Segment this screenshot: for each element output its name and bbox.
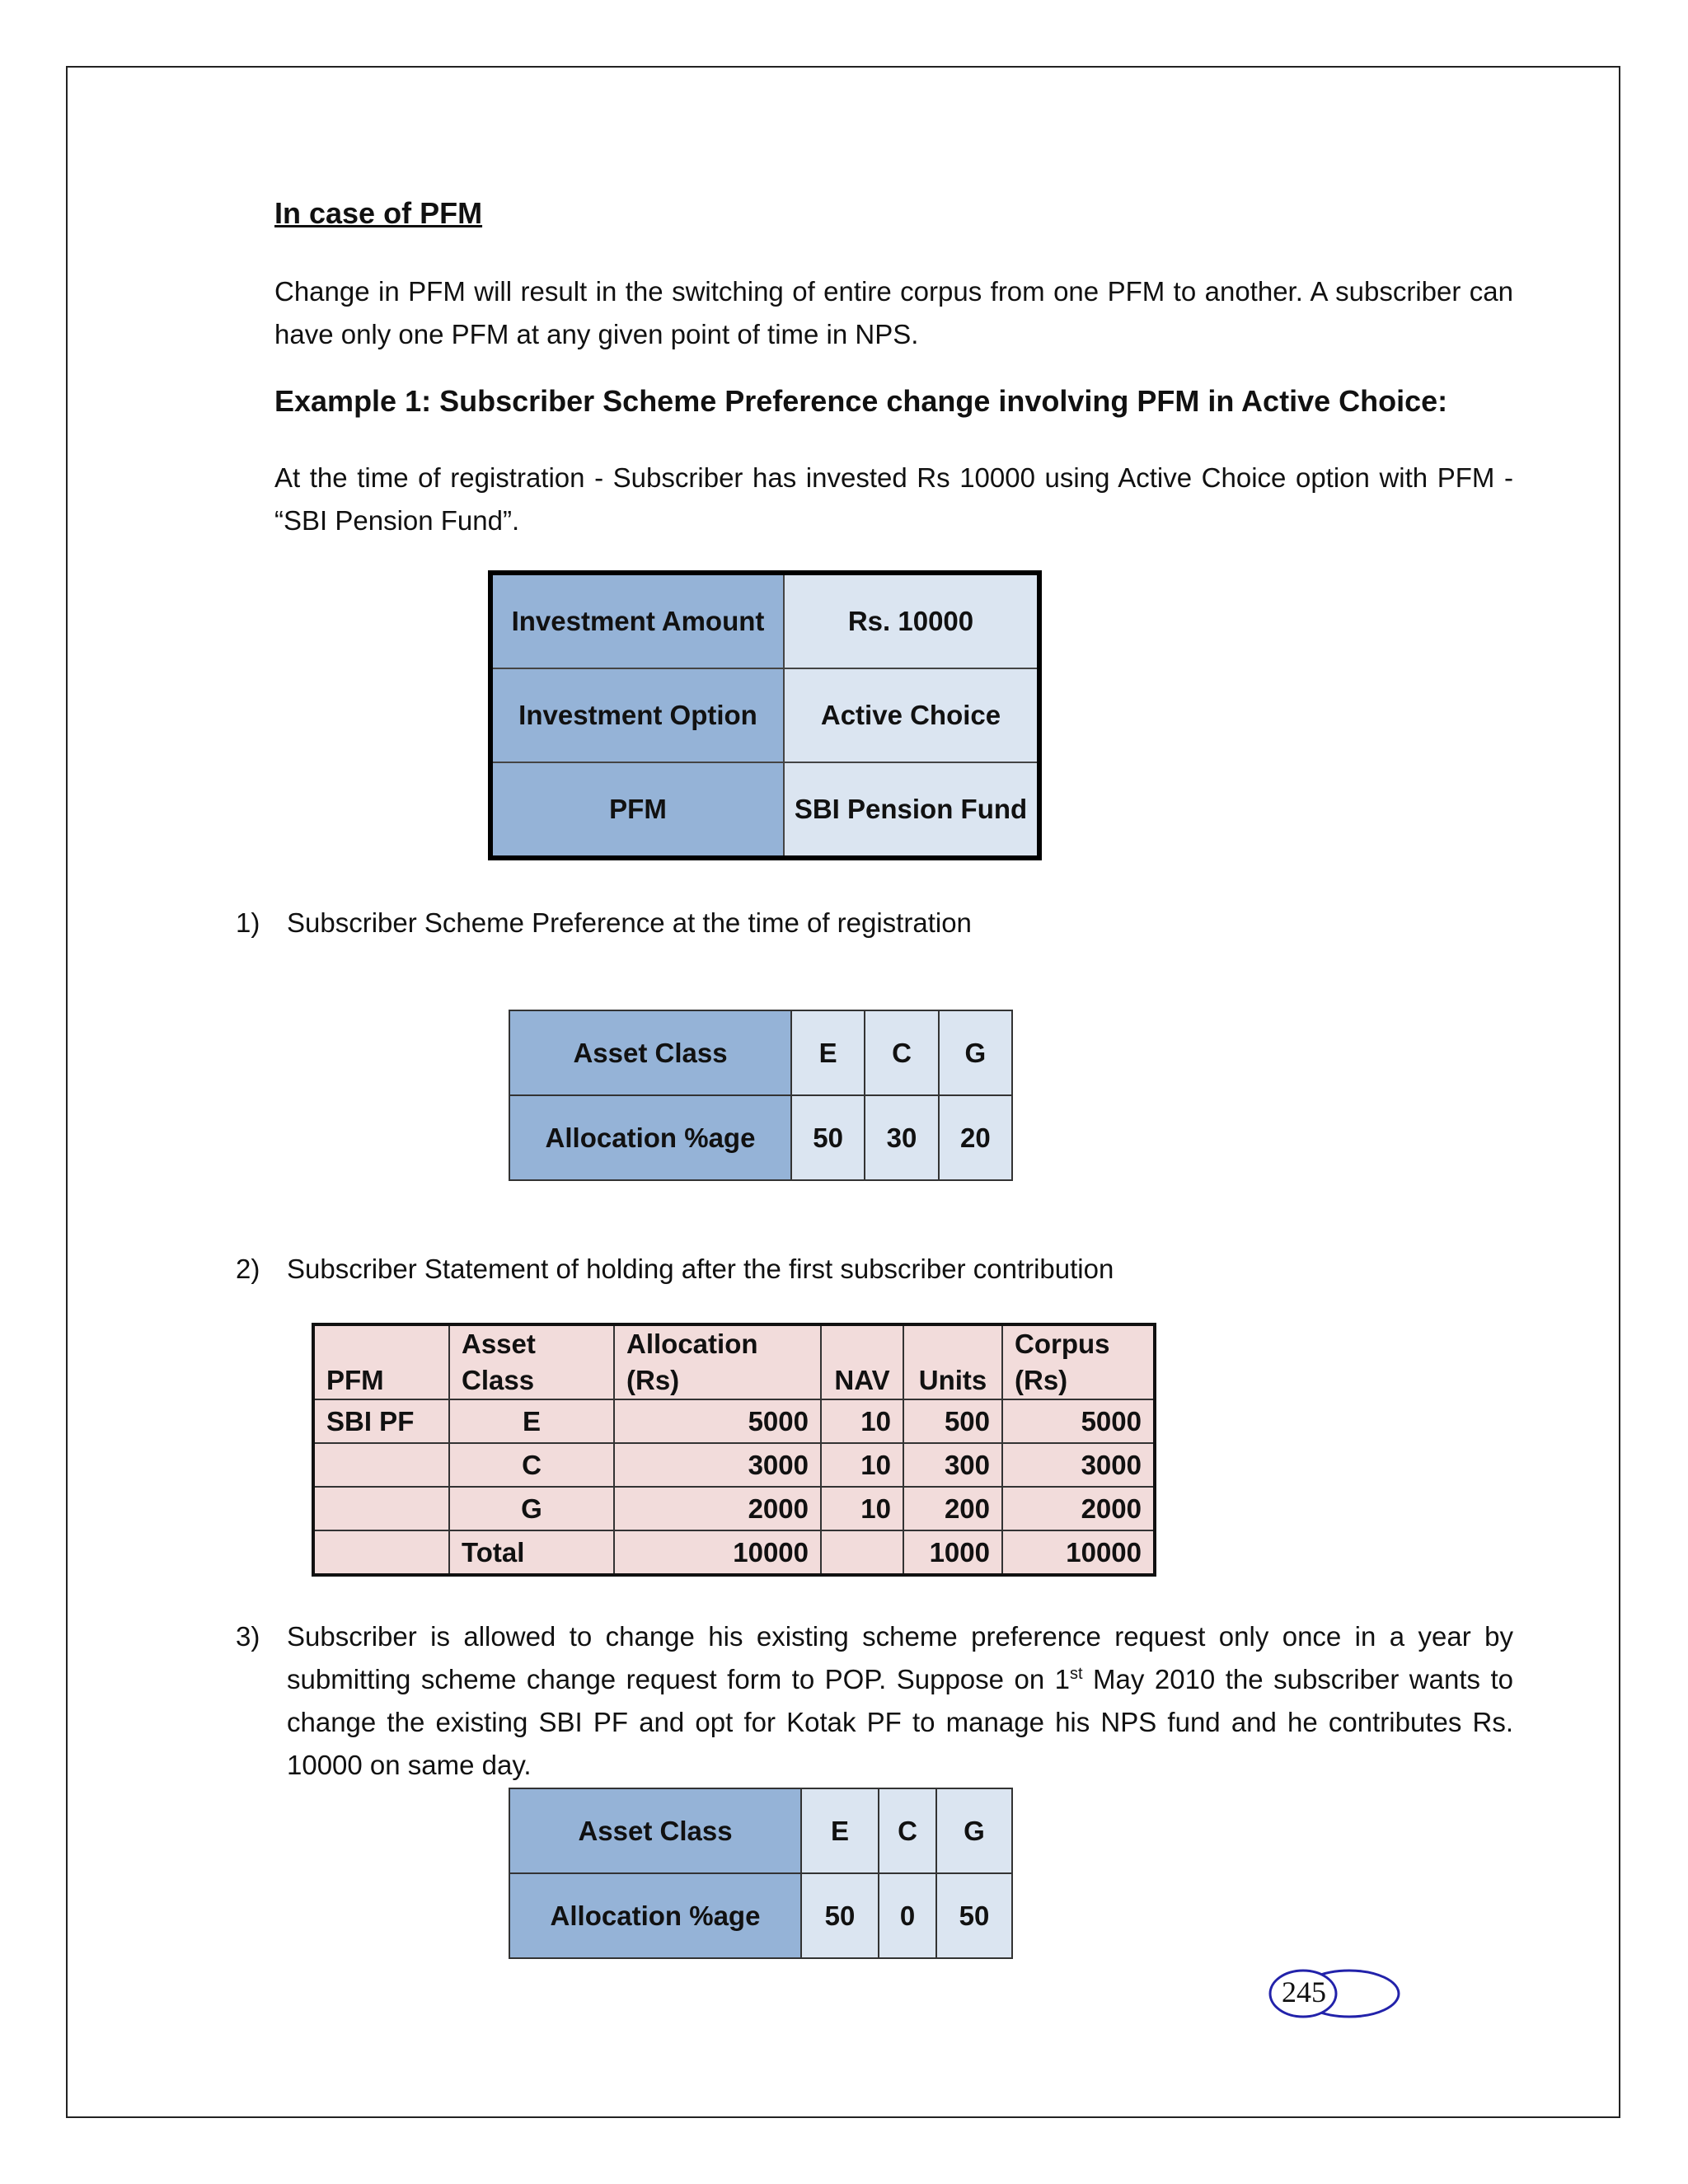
summary-label: Investment Option	[490, 668, 784, 762]
cell-allocation: 5000	[614, 1399, 821, 1443]
cell-pfm	[313, 1530, 449, 1575]
allocation-cell: 20	[939, 1095, 1012, 1180]
total-units: 1000	[903, 1530, 1002, 1575]
table-row	[509, 1788, 1012, 1873]
example-title: Example 1: Subscriber Scheme Preference change involving PFM in Active Choice:	[274, 384, 1448, 418]
list-text: Subscriber Statement of holding after the first subscriber contribution	[287, 1254, 1114, 1284]
header-units: Units	[903, 1324, 1002, 1399]
summary-value: SBI Pension Fund	[784, 762, 1039, 858]
total-label: Total	[449, 1530, 614, 1575]
table-row	[313, 1487, 1155, 1530]
summary-value: Active Choice	[784, 668, 1039, 762]
list-text: Subscriber is allowed to change his existing scheme preference request only once in a year by submitting scheme change request form to POP. Suppose on 1st May 2010 the subscriber wants to change the existing SBI PF and opt for Kotak PF to manage his NPS fund and he contributes Rs. 10000 on same day.	[287, 1621, 1513, 1780]
summary-label: Investment Amount	[490, 573, 784, 668]
asset-class-cell: G	[936, 1788, 1012, 1873]
allocation-cell: 0	[879, 1873, 936, 1958]
section-heading: In case of PFM	[274, 196, 483, 230]
list-number: 2)	[236, 1254, 260, 1284]
total-allocation: 10000	[614, 1530, 821, 1575]
cell-asset: G	[449, 1487, 614, 1530]
list-text: Subscriber Scheme Preference at the time of registration	[287, 907, 972, 938]
table-row	[509, 1010, 1012, 1095]
registration-paragraph: At the time of registration - Subscriber has invested Rs 10000 using Active Choice option with PFM - “SBI Pension Fund”.	[274, 462, 1513, 536]
investment-summary-table	[488, 570, 1042, 860]
asset-class-label: Asset Class	[509, 1010, 791, 1095]
cell-allocation: 2000	[614, 1487, 821, 1530]
list-number: 1)	[236, 907, 260, 938]
header-nav: NAV	[821, 1324, 903, 1399]
asset-class-cell: G	[939, 1010, 1012, 1095]
holding-statement-table	[312, 1323, 1156, 1577]
cell-pfm	[313, 1487, 449, 1530]
page-number: 245	[1282, 1975, 1326, 2008]
cell-units: 500	[903, 1399, 1002, 1443]
allocation-label: Allocation %age	[509, 1873, 801, 1958]
asset-class-cell: E	[791, 1010, 865, 1095]
cell-nav: 10	[821, 1487, 903, 1530]
allocation-cell: 50	[801, 1873, 879, 1958]
header-pfm: PFM	[313, 1324, 449, 1399]
summary-label: PFM	[490, 762, 784, 858]
asset-class-label: Asset Class	[509, 1788, 801, 1873]
allocation-cell: 50	[791, 1095, 865, 1180]
header-corpus: Corpus (Rs)	[1002, 1324, 1155, 1399]
header-allocation: Allocation (Rs)	[614, 1324, 821, 1399]
allocation-label: Allocation %age	[509, 1095, 791, 1180]
cell-pfm: SBI PF	[313, 1399, 449, 1443]
allocation-table-change	[509, 1788, 1013, 1959]
table-row	[490, 668, 1039, 762]
asset-class-cell: C	[865, 1010, 938, 1095]
table-row	[509, 1095, 1012, 1180]
cell-allocation: 3000	[614, 1443, 821, 1487]
cell-nav	[821, 1530, 903, 1575]
asset-class-cell: E	[801, 1788, 879, 1873]
allocation-cell: 50	[936, 1873, 1012, 1958]
total-corpus: 10000	[1002, 1530, 1155, 1575]
table-header-row	[313, 1324, 1155, 1399]
table-row	[313, 1399, 1155, 1443]
table-row	[509, 1873, 1012, 1958]
asset-class-cell: C	[879, 1788, 936, 1873]
table-total-row	[313, 1530, 1155, 1575]
cell-nav: 10	[821, 1399, 903, 1443]
cell-units: 300	[903, 1443, 1002, 1487]
table-row	[313, 1443, 1155, 1487]
cell-nav: 10	[821, 1443, 903, 1487]
list-number: 3)	[236, 1621, 260, 1652]
header-asset-class: Asset Class	[449, 1324, 614, 1399]
cell-units: 200	[903, 1487, 1002, 1530]
allocation-table-registration	[509, 1010, 1013, 1181]
cell-asset: C	[449, 1443, 614, 1487]
cell-corpus: 5000	[1002, 1399, 1155, 1443]
cell-corpus: 2000	[1002, 1487, 1155, 1530]
cell-corpus: 3000	[1002, 1443, 1155, 1487]
intro-paragraph: Change in PFM will result in the switching of entire corpus from one PFM to another. A subscriber can have only one PFM at any given point of time in NPS.	[274, 276, 1513, 349]
summary-value: Rs. 10000	[784, 573, 1039, 668]
table-row	[490, 762, 1039, 858]
allocation-cell: 30	[865, 1095, 938, 1180]
cell-asset: E	[449, 1399, 614, 1443]
table-row	[490, 573, 1039, 668]
cell-pfm	[313, 1443, 449, 1487]
